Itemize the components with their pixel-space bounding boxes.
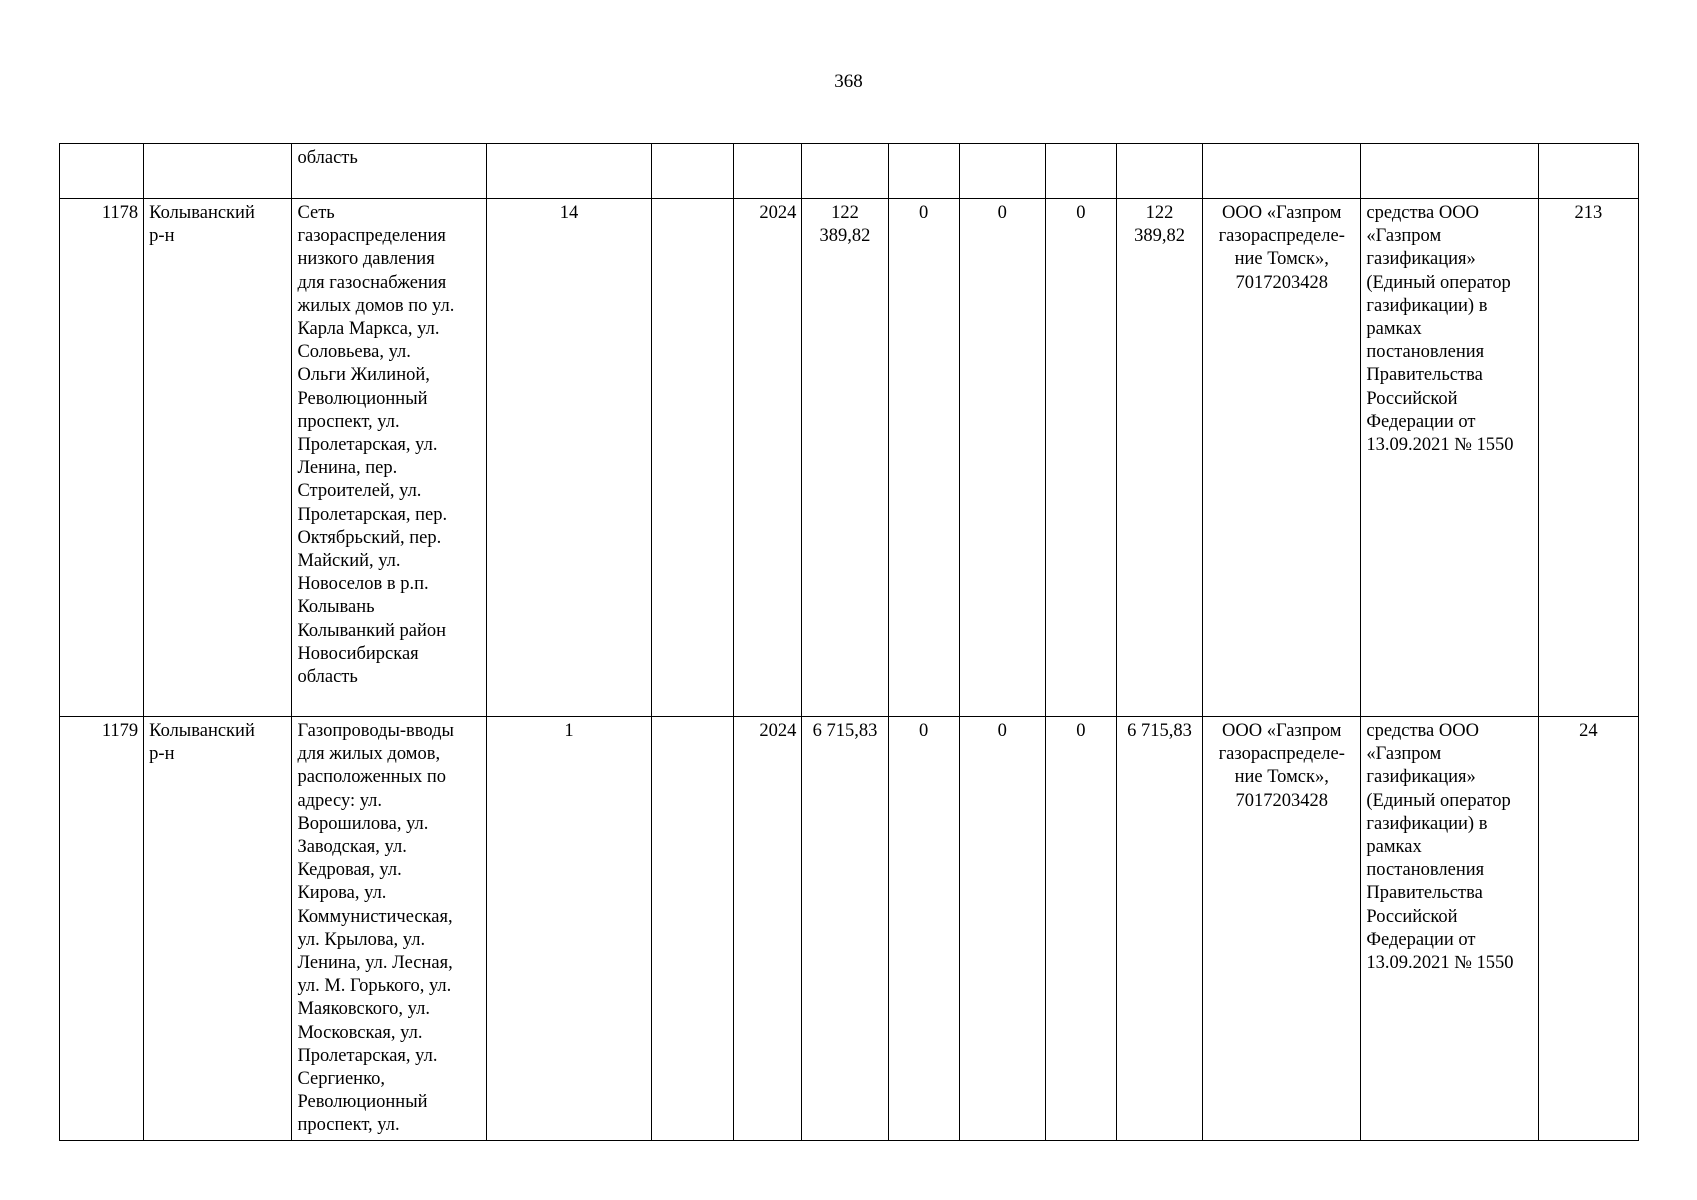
row-funding: средства ООО «Газпром газификация» (Единый оператор газификации) в рамках постановления Правительства Российской Федерации от 13.09.2021 № 1550 <box>1361 717 1538 1141</box>
row-id: 1178 <box>60 199 144 717</box>
row-district: Колыванский р-н <box>144 717 292 1141</box>
row-funding: средства ООО «Газпром газификация» (Единый оператор газификации) в рамках постановления Правительства Российской Федерации от 13.09.2021 № 1550 <box>1361 199 1538 717</box>
row-col5 <box>652 144 734 199</box>
row-col14: 24 <box>1538 717 1638 1141</box>
row-organization: ООО «Газпром газораспределе- ние Томск», 7017203428 <box>1203 717 1361 1141</box>
row-col5 <box>652 717 734 1141</box>
row-id <box>60 144 144 199</box>
row-c8: 0 <box>888 199 959 717</box>
row-c8 <box>888 144 959 199</box>
page-number: 368 <box>834 71 863 92</box>
row-c10: 0 <box>1045 717 1116 1141</box>
row-quantity: 1 <box>486 717 651 1141</box>
row-year <box>734 144 802 199</box>
table-row <box>60 199 1639 717</box>
row-id: 1179 <box>60 717 144 1141</box>
row-c10: 0 <box>1045 199 1116 717</box>
row-c11 <box>1116 144 1202 199</box>
row-c9 <box>959 144 1045 199</box>
row-district: Колыванский р-н <box>144 199 292 717</box>
row-object: Сеть газораспределения низкого давления для газоснабжения жилых домов по ул. Карла Маркса, ул. Соловьева, ул. Ольги Жилиной, Революционный проспект, ул. Пролетарская, ул. Ленина, пер. Строителей, ул. Пролетарская, пер. Октябрьский, пер. Майский, ул. Новоселов в р.п. Колывань Колыванкий район Новосибирская область <box>292 199 486 717</box>
row-c11: 122 389,82 <box>1116 199 1202 717</box>
row-col5 <box>652 199 734 717</box>
row-c11: 6 715,83 <box>1116 717 1202 1141</box>
data-table <box>59 143 1639 1141</box>
row-quantity <box>486 144 651 199</box>
row-object: область <box>292 144 486 199</box>
row-year: 2024 <box>734 199 802 717</box>
row-c8: 0 <box>888 717 959 1141</box>
row-organization <box>1203 144 1361 199</box>
row-total: 6 715,83 <box>802 717 888 1141</box>
table-row <box>60 717 1639 1141</box>
row-total <box>802 144 888 199</box>
row-quantity: 14 <box>486 199 651 717</box>
row-district <box>144 144 292 199</box>
row-object: Газопроводы-вводы для жилых домов, расположенных по адресу: ул. Ворошилова, ул. Заводская, ул. Кедровая, ул. Кирова, ул. Коммунистическая, ул. Крылова, ул. Ленина, ул. Лесная, ул. М. Горького, ул. Маяковского, ул. Московская, ул. Пролетарская, ул. Сергиенко, Революционный проспект, ул. <box>292 717 486 1141</box>
row-c9: 0 <box>959 199 1045 717</box>
row-c10 <box>1045 144 1116 199</box>
row-funding <box>1361 144 1538 199</box>
table-row <box>60 144 1639 199</box>
row-c9: 0 <box>959 717 1045 1141</box>
row-organization: ООО «Газпром газораспределе- ние Томск», 7017203428 <box>1203 199 1361 717</box>
row-year: 2024 <box>734 717 802 1141</box>
row-col14 <box>1538 144 1638 199</box>
row-total: 122 389,82 <box>802 199 888 717</box>
row-col14: 213 <box>1538 199 1638 717</box>
